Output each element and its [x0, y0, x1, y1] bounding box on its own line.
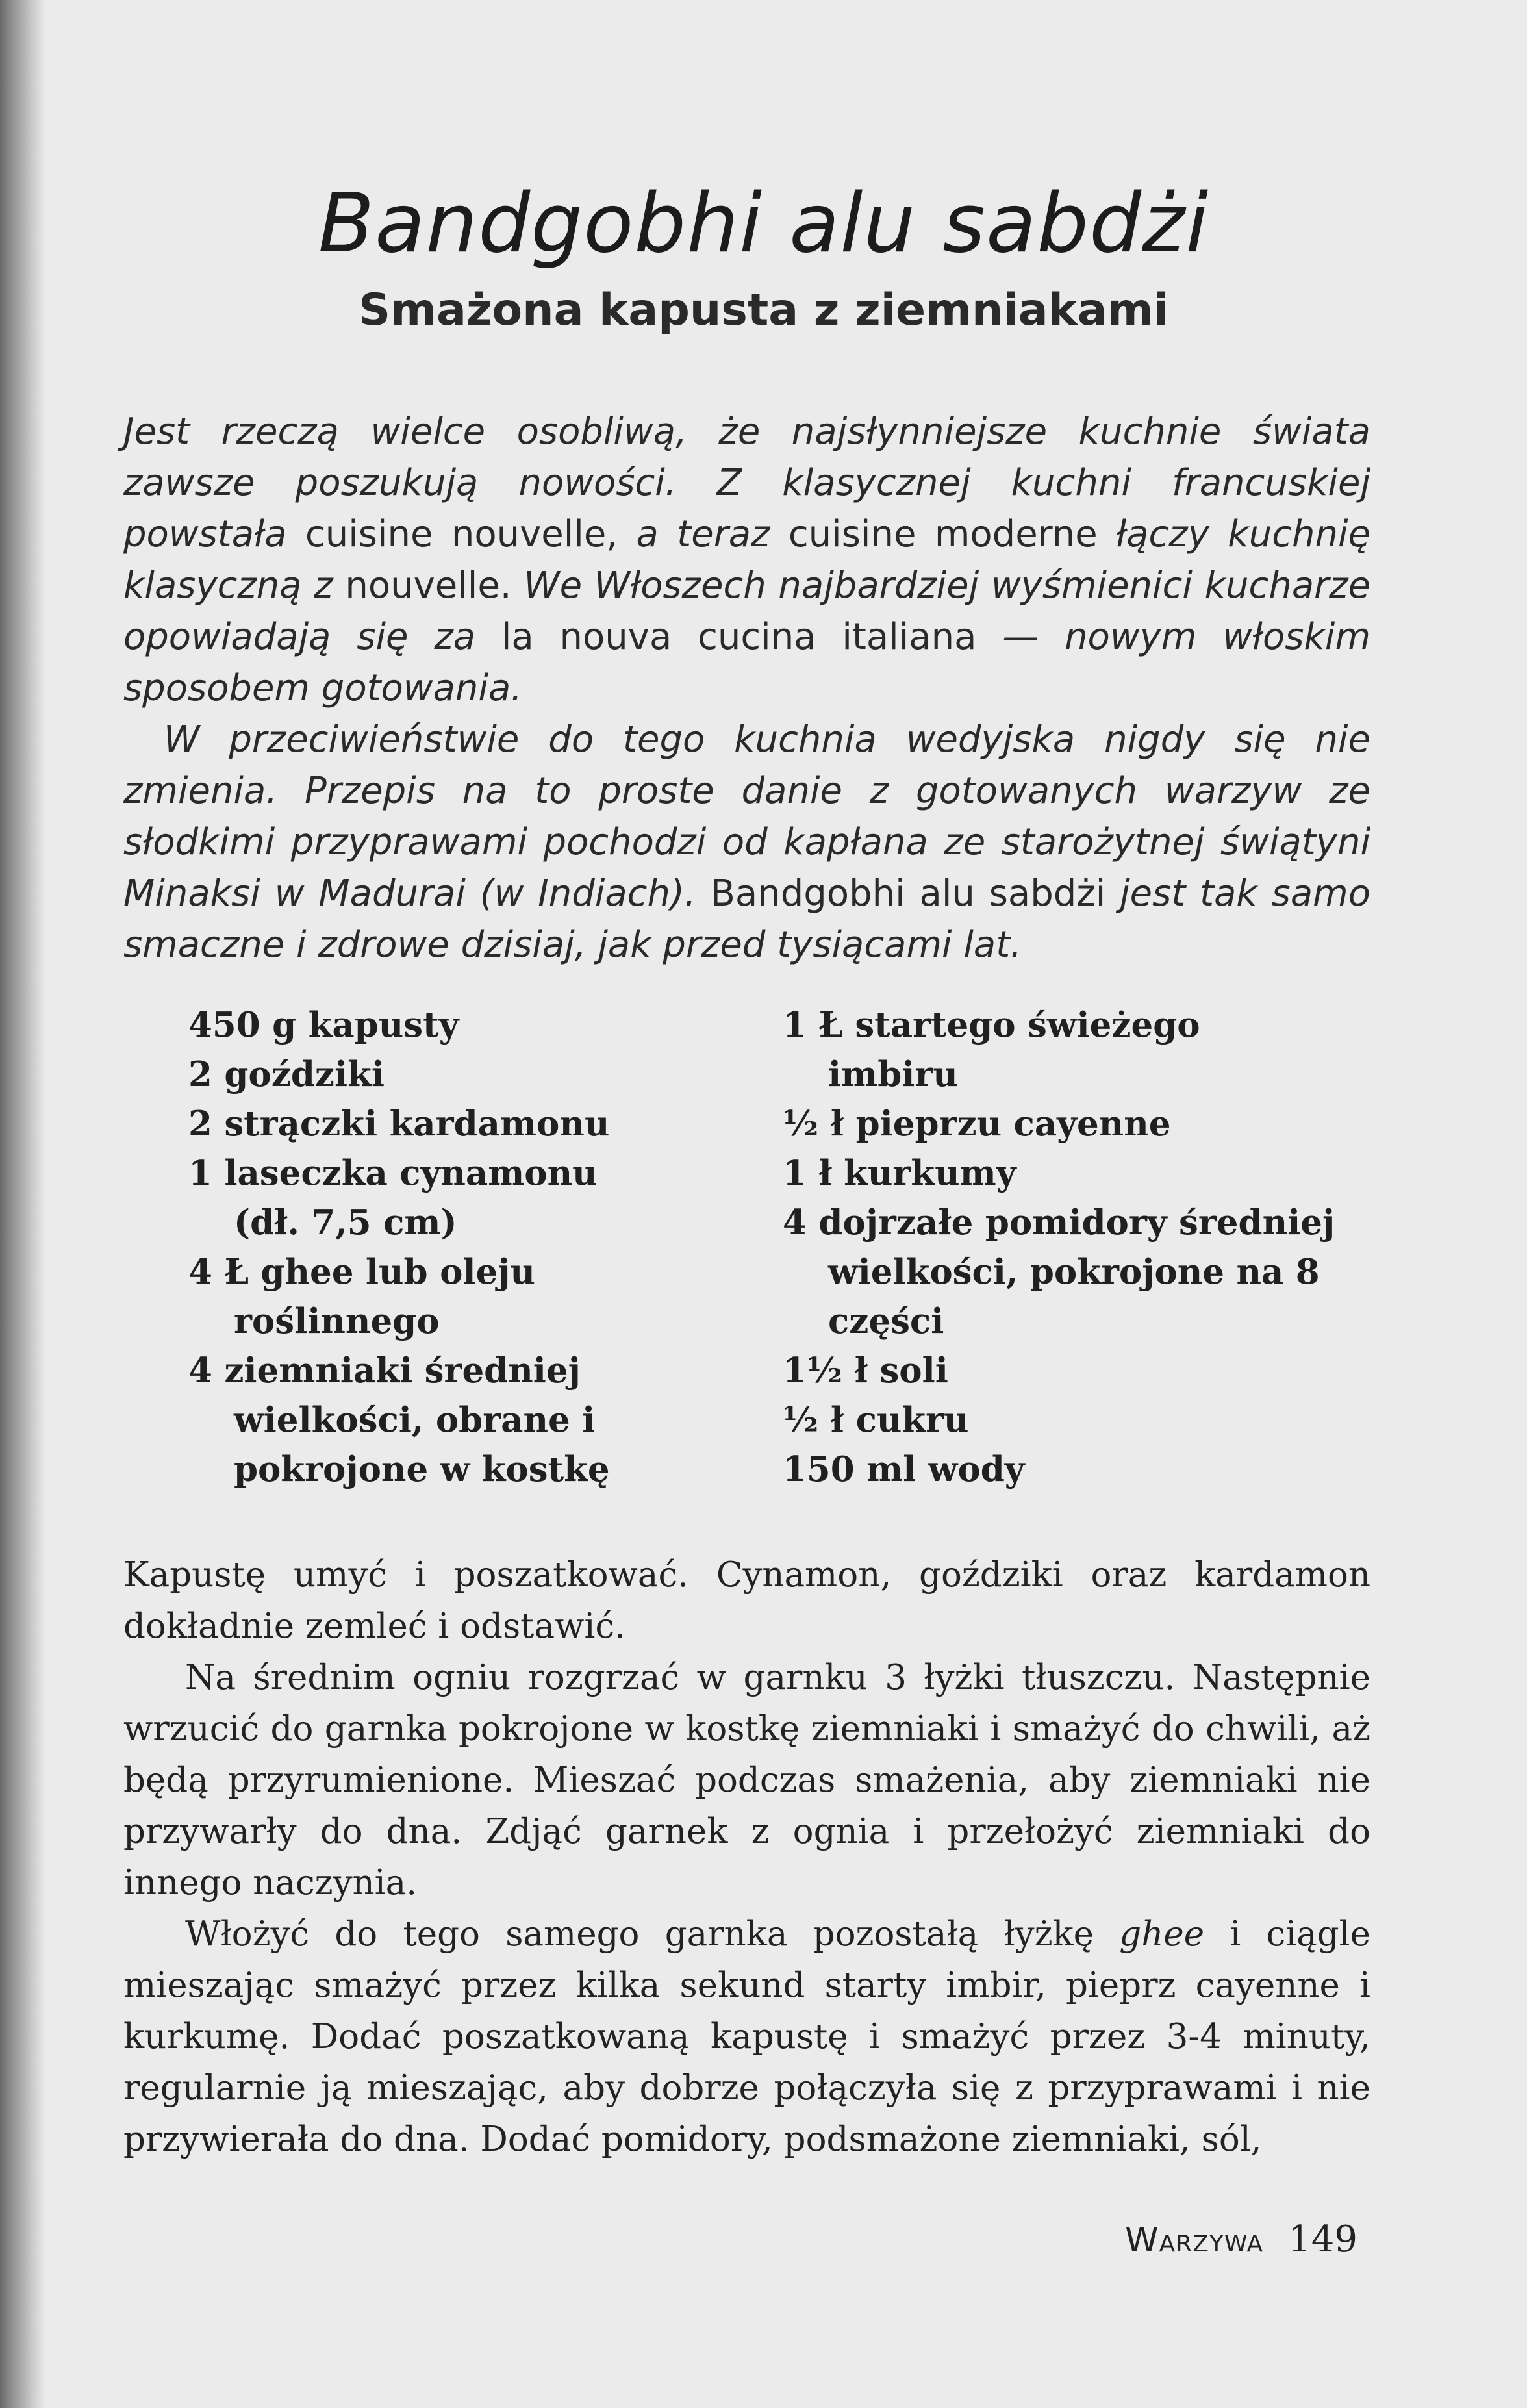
- ingredient-item: 150 ml wody: [783, 1449, 1025, 1489]
- intro-text: We Włoszech najbardziej wyśmienici kucharze opowiadają się za: [123, 564, 1371, 658]
- intro-text: — nowym włoskim sposobem gotowania.: [123, 616, 1370, 709]
- method-paragraph-3: [123, 1908, 1370, 2165]
- intro-text: a teraz: [636, 513, 789, 555]
- intro-text: la nouva cucina italiana: [501, 616, 977, 658]
- ingredient-item: 450 g kapusty: [188, 1005, 459, 1045]
- page-footer: [1039, 2218, 1357, 2261]
- intro-text: cuisine moderne: [788, 513, 1117, 555]
- intro-text: cuisine nouvelle,: [305, 513, 637, 555]
- ingredient-item: 4 Ł ghee lub oleju roślinnego: [188, 1252, 535, 1341]
- ingredient-item: 2 goździki: [188, 1054, 385, 1095]
- method-text: ghee: [1119, 1914, 1205, 1954]
- ingredients-column-left: [188, 1000, 773, 1494]
- method-text: i ciągle mieszając smażyć przez kilka sekund starty imbir, pieprz cayenne i kurkumę. Dodać poszatkowaną kapustę i smażyć przez 3-4 minuty, regularnie ją mieszając, aby dobrze połączyła się z przyprawami i nie przywierała do dna. Dodać pomidory, podsmażone ziemniaki, sól,: [123, 1914, 1370, 2159]
- intro-text: łączy kuchnię klasyczną z: [123, 513, 1370, 607]
- ingredient-item: 1 laseczka cynamonu (dł. 7,5 cm): [188, 1153, 598, 1243]
- intro-text: jest tak samo smaczne i zdrowe dzisiaj, jak przed tysiącami lat.: [123, 872, 1370, 966]
- page-number: 149: [1288, 2218, 1357, 2261]
- ingredients-column-right: [783, 1000, 1367, 1494]
- section-name: Warzywa: [1125, 2221, 1264, 2260]
- recipe-method: [123, 1549, 1370, 2165]
- method-paragraph-2: Na średnim ogniu rozgrzać w garnku 3 łyżki tłuszczu. Następnie wrzucić do garnka pokrojone w kostkę ziemniaki i smażyć do chwili, aż będą przyrumienione. Mieszać podczas smażenia, aby ziemniaki nie przywarły do dna. Zdjąć garnek z ognia i przełożyć ziemniaki do innego naczynia.: [123, 1658, 1370, 1903]
- ingredient-item: 4 ziemniaki średniej wielkości, obrane i pokrojone w kostkę: [188, 1350, 610, 1489]
- ingredient-item: ½ ł cukru: [783, 1400, 969, 1440]
- intro-text: Jest rzeczą wielce osobliwą, że najsłynniejsze kuchnie świata zawsze poszukują nowości. Z klasycznej kuchni francuskiej powstała: [123, 411, 1370, 555]
- book-spine-shadow: [0, 0, 45, 2408]
- recipe-title: Bandgobhi alu sabdżi: [318, 175, 1209, 271]
- ingredient-item: 2 strączki kardamonu: [188, 1104, 610, 1144]
- ingredient-item: 4 dojrzałe pomidory średniej wielkości, pokrojone na 8 części: [783, 1202, 1335, 1341]
- intro-paragraph-1: [123, 406, 1370, 714]
- ingredient-item: ½ ł pieprzu cayenne: [783, 1104, 1171, 1144]
- method-text: Włożyć do tego samego garnka pozostałą łyżkę: [185, 1914, 1120, 1954]
- method-paragraph-1: Kapustę umyć i poszatkować. Cynamon, goździki oraz kardamon dokładnie zemleć i odstawić.: [123, 1555, 1370, 1646]
- ingredient-item: 1½ ł soli: [783, 1350, 948, 1391]
- ingredient-item: 1 ł kurkumy: [783, 1153, 1016, 1193]
- recipe-introduction: [123, 406, 1370, 970]
- ingredient-item: 1 Ł startego świeżego imbiru: [783, 1005, 1200, 1095]
- intro-text: Bandgobhi alu sabdżi: [710, 872, 1120, 915]
- intro-text: nouvelle.: [345, 564, 524, 607]
- recipe-subtitle: Smażona kapusta z ziemniakami: [359, 285, 1168, 336]
- intro-paragraph-2: [123, 714, 1370, 970]
- intro-text: W przeciwieństwie do tego kuchnia wedyjska nigdy się nie zmienia. Przepis na to proste danie z gotowanych warzyw ze słodkimi przyprawami pochodzi od kapłana ze starożytnej świątyni Minaksi w Madurai (w Indiach).: [123, 718, 1370, 915]
